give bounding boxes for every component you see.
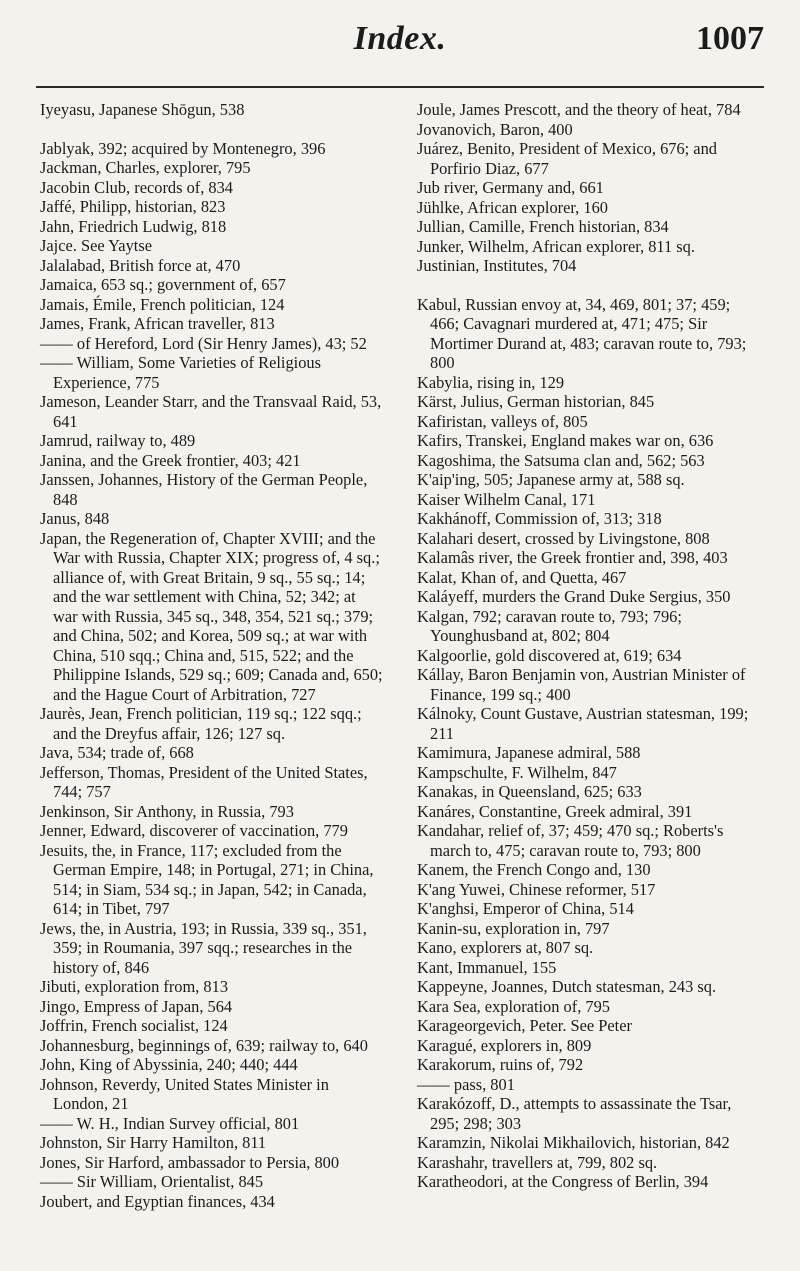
index-entry: Kalamâs river, the Greek frontier and, 398, 403 bbox=[417, 548, 728, 567]
index-entry: Jullian, Camille, French historian, 834 bbox=[417, 217, 669, 236]
page-number: 1007 bbox=[696, 20, 764, 57]
index-entry: Kanakas, in Queensland, 625; 633 bbox=[417, 782, 642, 801]
index-entry: Kalat, Khan of, and Quetta, 467 bbox=[417, 567, 627, 587]
index-entry: Jalalabad, British force at, 470 bbox=[40, 255, 241, 275]
index-columns bbox=[40, 100, 760, 1250]
index-entry: Kamimura, Japanese admiral, 588 bbox=[417, 743, 641, 762]
index-entry: Jamais, Émile, French politician, 124 bbox=[40, 294, 285, 314]
index-entry: —— of Hereford, Lord (Sir Henry James), 43; 52 bbox=[40, 333, 367, 353]
index-entry: Kakhánoff, Commission of, 313; 318 bbox=[417, 509, 662, 528]
index-entry: Karakorum, ruins of, 792 bbox=[417, 1055, 584, 1074]
index-entry: Jesuits, the, in France, 117; excluded from the German Empire, 148; in Portugal, 271; in China, 514; in Siam, 534 sq.; in Japan, 542; in Canada, 614; in Tibet, 797 bbox=[40, 840, 374, 918]
index-entry: Karageorgevich, Peter. See Peter bbox=[417, 1016, 632, 1035]
index-entry: Jefferson, Thomas, President of the United States, 744; 757 bbox=[40, 762, 368, 801]
index-entry: Jaffé, Philipp, historian, 823 bbox=[40, 197, 226, 216]
index-entry: Jub river, Germany and, 661 bbox=[417, 178, 604, 197]
index-entry: Johnson, Reverdy, United States Minister in London, 21 bbox=[40, 1074, 329, 1113]
running-title: Index. bbox=[353, 20, 447, 57]
index-entry: Kállay, Baron Benjamin von, Austrian Minister of Finance, 199 sq.; 400 bbox=[417, 665, 746, 704]
index-entry: Karamzin, Nikolai Mikhailovich, historian, 842 bbox=[417, 1133, 730, 1152]
index-entry: Junker, Wilhelm, African explorer, 811 sq. bbox=[417, 236, 695, 256]
index-entry: Jones, Sir Harford, ambassador to Persia, 800 bbox=[40, 1152, 340, 1172]
index-entry: Kalahari desert, crossed by Livingstone, 808 bbox=[417, 528, 710, 548]
index-entry: —— pass, 801 bbox=[417, 1074, 515, 1094]
index-entry: Jaurès, Jean, French politician, 119 sq.; 122 sqq.; and the Dreyfus affair, 126; 127 sq. bbox=[40, 704, 362, 743]
index-entry: Karashahr, travellers at, 799, 802 sq. bbox=[417, 1152, 658, 1172]
index-entry: Kara Sea, exploration of, 795 bbox=[417, 996, 610, 1016]
index-entry: Jews, the, in Austria, 193; in Russia, 339 sq., 351, 359; in Roumania, 397 sqq.; researches in the history of, 846 bbox=[40, 918, 367, 977]
index-entry: Jibuti, exploration from, 813 bbox=[40, 977, 229, 996]
index-entry: John, King of Abyssinia, 240; 440; 444 bbox=[40, 1055, 298, 1074]
page-header bbox=[36, 20, 764, 72]
index-entry: Juárez, Benito, President of Mexico, 676; and Porfirio Diaz, 677 bbox=[417, 139, 717, 178]
index-entry: Kaláyeff, murders the Grand Duke Sergius, 350 bbox=[417, 587, 731, 606]
index-entry: Jablyak, 392; acquired by Montenegro, 396 bbox=[40, 138, 326, 158]
header-rule bbox=[36, 86, 764, 88]
index-entry: Kabul, Russian envoy at, 34, 469, 801; 37; 459; 466; Cavagnari murdered at, 471; 475; Sir Mortimer Durand at, 483; caravan route to, 793; 800 bbox=[417, 294, 747, 372]
index-entry: K'ang Yuwei, Chinese reformer, 517 bbox=[417, 879, 656, 899]
index-entry: Japan, the Regeneration of, Chapter XVIII; and the War with Russia, Chapter XIX; progress of, 4 sq.; alliance of, with Great Britain, 9 sq., 55 sq.; 14; and the war settlement with China, 52; 342; at war with Russia, 345 sq., 348, 354, 521 sq.; 379; and China, 502; and Korea, 509 sq.; at war with China, 510 sqq.; China and, 515, 522; and the Philippine Islands, 529 sq.; 609; Canada and, 650; and the Hague Court of Arbitration, 727 bbox=[40, 528, 383, 704]
index-entry: Kano, explorers at, 807 sq. bbox=[417, 938, 594, 957]
index-entry: Karatheodori, at the Congress of Berlin, 394 bbox=[417, 1172, 709, 1191]
index-entry: Jovanovich, Baron, 400 bbox=[417, 119, 573, 139]
index-entry: Johannesburg, beginnings of, 639; railway to, 640 bbox=[40, 1035, 368, 1055]
index-entry: James, Frank, African traveller, 813 bbox=[40, 314, 275, 333]
index-entry: Kaiser Wilhelm Canal, 171 bbox=[417, 489, 596, 509]
index-entry: Jackman, Charles, explorer, 795 bbox=[40, 158, 251, 177]
index-entry: Jacobin Club, records of, 834 bbox=[40, 177, 234, 197]
index-entry: —— W. H., Indian Survey official, 801 bbox=[40, 1113, 300, 1133]
index-entry: Joubert, and Egyptian finances, 434 bbox=[40, 1191, 275, 1211]
index-entry: Kampschulte, F. Wilhelm, 847 bbox=[417, 762, 617, 782]
index-entry: Jamrud, railway to, 489 bbox=[40, 431, 196, 450]
index-entry: Jamaica, 653 sq.; government of, 657 bbox=[40, 275, 286, 294]
left-column bbox=[40, 100, 383, 1250]
right-column bbox=[417, 100, 760, 1250]
index-entry: Kabylia, rising in, 129 bbox=[417, 372, 565, 392]
index-entry: Kärst, Julius, German historian, 845 bbox=[417, 392, 655, 411]
index-entry: K'aip'ing, 505; Japanese army at, 588 sq. bbox=[417, 470, 685, 489]
index-entry: Janus, 848 bbox=[40, 509, 110, 528]
index-entry: —— William, Some Varieties of Religious Experience, 775 bbox=[40, 353, 321, 392]
index-entry: Johnston, Sir Harry Hamilton, 811 bbox=[40, 1133, 267, 1152]
index-entry: Karakózoff, D., attempts to assassinate the Tsar, 295; 298; 303 bbox=[417, 1094, 732, 1133]
index-entry: Jajce. See Yaytse bbox=[40, 236, 152, 255]
index-entry: Java, 534; trade of, 668 bbox=[40, 743, 194, 762]
index-entry: Jingo, Empress of Japan, 564 bbox=[40, 996, 233, 1016]
index-entry: Kafirs, Transkei, England makes war on, 636 bbox=[417, 431, 714, 450]
index-entry: —— Sir William, Orientalist, 845 bbox=[40, 1172, 264, 1191]
index-entry: Jameson, Leander Starr, and the Transvaal Raid, 53, 641 bbox=[40, 392, 382, 431]
index-entry: Kálnoky, Count Gustave, Austrian statesman, 199; 211 bbox=[417, 704, 749, 743]
index-entry: Kanin-su, exploration in, 797 bbox=[417, 918, 610, 938]
index-entry: Kagoshima, the Satsuma clan and, 562; 563 bbox=[417, 450, 705, 470]
index-entry: Kalgoorlie, gold discovered at, 619; 634 bbox=[417, 645, 682, 665]
index-entry: Kanem, the French Congo and, 130 bbox=[417, 860, 651, 879]
index-entry: K'anghsi, Emperor of China, 514 bbox=[417, 899, 634, 918]
index-entry: Karagué, explorers in, 809 bbox=[417, 1035, 592, 1055]
index-entry: Jahn, Friedrich Ludwig, 818 bbox=[40, 216, 227, 236]
index-entry: Kant, Immanuel, 155 bbox=[417, 957, 557, 977]
index-entry: Kalgan, 792; caravan route to, 793; 796; Younghusband at, 802; 804 bbox=[417, 606, 682, 645]
index-entry: Kanáres, Constantine, Greek admiral, 391 bbox=[417, 801, 693, 821]
index-entry: Iyeyasu, Japanese Shōgun, 538 bbox=[40, 100, 245, 119]
index-entry: Kandahar, relief of, 37; 459; 470 sq.; Roberts's march to, 475; caravan route to, 793; 800 bbox=[417, 821, 724, 860]
index-entry: Jenner, Edward, discoverer of vaccination, 779 bbox=[40, 821, 348, 840]
index-entry: Joule, James Prescott, and the theory of heat, 784 bbox=[417, 100, 741, 119]
index-entry: Janssen, Johannes, History of the German People, 848 bbox=[40, 470, 368, 509]
index-entry: Joffrin, French socialist, 124 bbox=[40, 1016, 228, 1035]
index-entry: Jühlke, African explorer, 160 bbox=[417, 197, 608, 217]
index-entry: Kappeyne, Joannes, Dutch statesman, 243 sq. bbox=[417, 977, 717, 996]
index-entry: Kafiristan, valleys of, 805 bbox=[417, 411, 588, 431]
index-entry: Jenkinson, Sir Anthony, in Russia, 793 bbox=[40, 801, 294, 821]
index-entry: Justinian, Institutes, 704 bbox=[417, 256, 577, 275]
index-entry: Janina, and the Greek frontier, 403; 421 bbox=[40, 450, 301, 470]
